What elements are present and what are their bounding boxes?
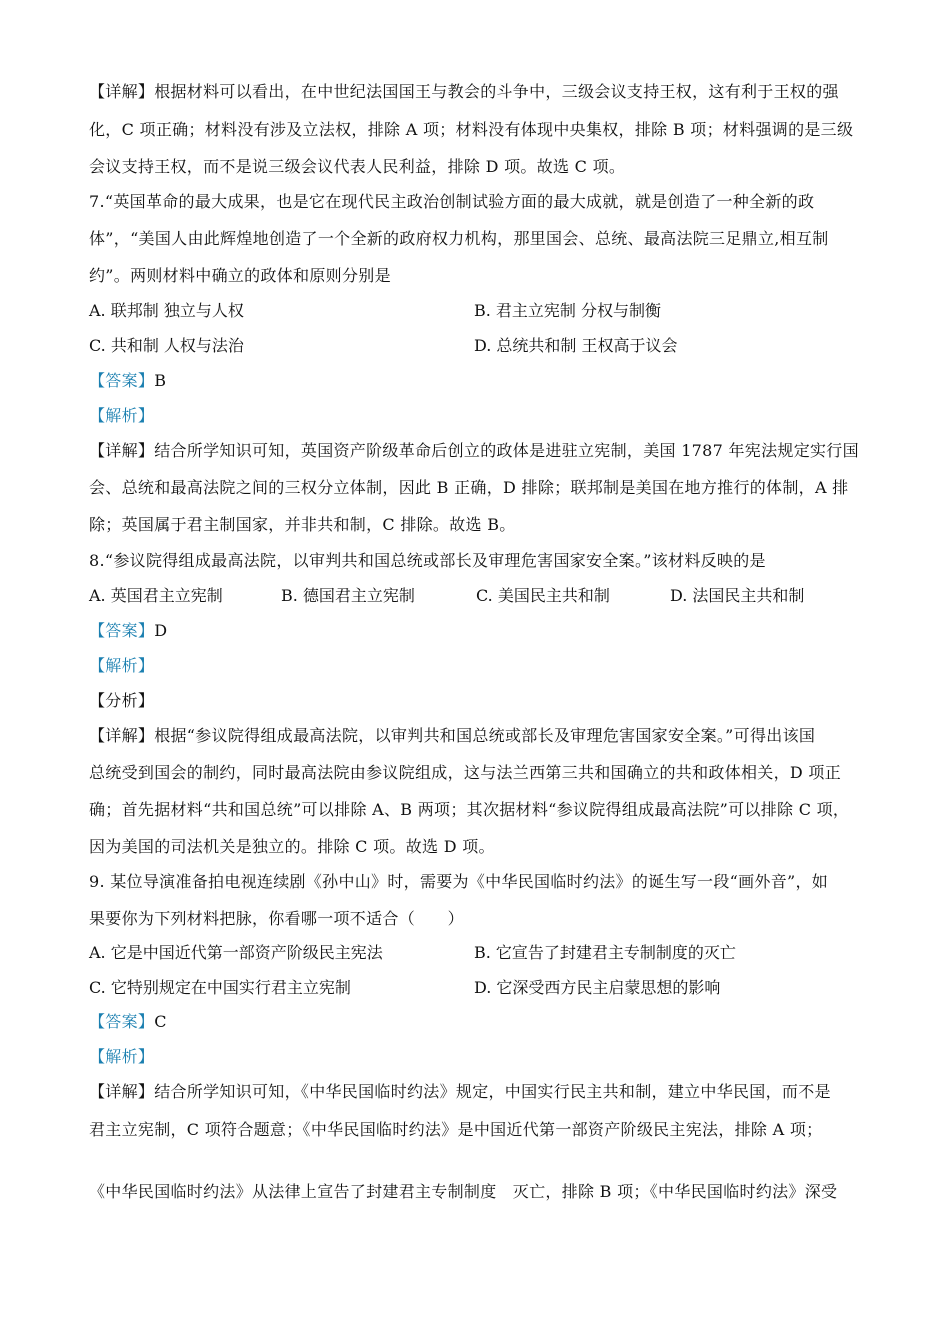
q9-answer: 【答案】C <box>89 1012 167 1031</box>
q9-option-a: A. 它是中国近代第一部资产阶级民主宪法 <box>89 943 383 962</box>
q6-detail-line-2: 化，C 项正确；材料没有涉及立法权，排除 A 项；材料没有体现中央集权，排除 B 项；材料强调的是三级 <box>89 120 854 139</box>
q8-detail-line-1: 【详解】根据“参议院得组成最高法院，以审判共和国总统或部长及审理危害国家安全案。”可得出该国 <box>89 726 816 745</box>
q8-fenxi-tag: 【分析】 <box>89 691 155 710</box>
q8-option-b: B. 德国君主立宪制 <box>281 586 415 605</box>
q8-analysis-tag: 【解析】 <box>89 656 155 675</box>
q8-detail-line-4: 因为美国的司法机关是独立的。排除 C 项。故选 D 项。 <box>89 837 495 856</box>
answer-tag: 【答案】 <box>89 621 155 640</box>
q8-option-c: C. 美国民主共和制 <box>476 586 610 605</box>
q6-detail-line-3: 会议支持王权，而不是说三级会议代表人民利益，排除 D 项。故选 C 项。 <box>89 157 626 176</box>
q6-detail-line-1: 【详解】根据材料可以看出，在中世纪法国国王与教会的斗争中，三级会议支持王权，这有利于王权的强 <box>89 82 839 101</box>
detail-tag: 【详解】 <box>89 441 155 460</box>
q8-stem: 8.“参议院得组成最高法院，以审判共和国总统或部长及审理危害国家安全案。”该材料反映的是 <box>89 551 766 570</box>
q7-answer: 【答案】B <box>89 371 167 390</box>
q7-analysis-tag: 【解析】 <box>89 406 155 425</box>
q9-detail-line-3: 《中华民国临时约法》从法律上宣告了封建君主专制制度 灭亡，排除 B 项；《中华民国临时约法》深受 <box>89 1182 838 1201</box>
q8-detail-line-2: 总统受到国会的制约，同时最高法院由参议院组成，这与法兰西第三共和国确立的共和政体相关，D 项正 <box>89 763 842 782</box>
q7-detail-line-2: 会、总统和最高法院之间的三权分立体制，因此 B 正确，D 排除；联邦制是美国在地方推行的体制，A 排 <box>89 478 849 497</box>
q9-detail-line-2: 君主立宪制，C 项符合题意；《中华民国临时约法》是中国近代第一部资产阶级民主宪法，排除 A 项； <box>89 1120 823 1139</box>
q8-option-a: A. 英国君主立宪制 <box>89 586 223 605</box>
q9-option-c: C. 它特别规定在中国实行君主立宪制 <box>89 978 351 997</box>
q7-stem-line-3: 约”。两则材料中确立的政体和原则分别是 <box>89 266 391 285</box>
q9-stem-line-1: 9. 某位导演准备拍电视连续剧《孙中山》时，需要为《中华民国临时约法》的诞生写一段“画外音”，如 <box>89 872 829 891</box>
q7-option-b: B. 君主立宪制 分权与制衡 <box>474 301 662 320</box>
q9-stem-line-2: 果要你为下列材料把脉，你看哪一项不适合（ ） <box>89 909 464 928</box>
q7-stem-line-1: 7.“英国革命的最大成果，也是它在现代民主政治创制试验方面的最大成就，就是创造了一种全新的政 <box>89 192 815 211</box>
q9-analysis-tag: 【解析】 <box>89 1047 155 1066</box>
detail-tag: 【详解】 <box>89 1082 155 1101</box>
answer-tag: 【答案】 <box>89 371 155 390</box>
q9-detail-line-1: 【详解】结合所学知识可知，《中华民国临时约法》规定，中国实行民主共和制，建立中华民国，而不是 <box>89 1082 831 1101</box>
q7-detail-line-3: 除；英国属于君主制国家，并非共和制，C 排除。故选 B。 <box>89 515 516 534</box>
q7-option-c: C. 共和制 人权与法治 <box>89 336 244 355</box>
q9-option-b: B. 它宣告了封建君主专制制度的灭亡 <box>474 943 736 962</box>
q8-answer: 【答案】D <box>89 621 168 640</box>
q7-option-a: A. 联邦制 独立与人权 <box>89 301 244 320</box>
q8-detail-line-3: 确；首先据材料“共和国总统”可以排除 A、B 两项；其次据材料“参议院得组成最高法院”可以排除 C 项， <box>89 800 850 819</box>
detail-tag: 【详解】 <box>89 726 155 745</box>
detail-tag: 【详解】 <box>89 82 155 101</box>
q9-option-d: D. 它深受西方民主启蒙思想的影响 <box>474 978 721 997</box>
q8-option-d: D. 法国民主共和制 <box>670 586 805 605</box>
q7-detail-line-1: 【详解】结合所学知识可知，英国资产阶级革命后创立的政体是进驻立宪制，美国 1787 年宪法规定实行国 <box>89 441 859 460</box>
q7-option-d: D. 总统共和制 王权高于议会 <box>474 336 678 355</box>
answer-tag: 【答案】 <box>89 1012 155 1031</box>
q7-stem-line-2: 体”，“美国人由此辉煌地创造了一个全新的政府权力机构，那里国会、总统、最高法院三足鼎立,相互制 <box>89 229 829 248</box>
